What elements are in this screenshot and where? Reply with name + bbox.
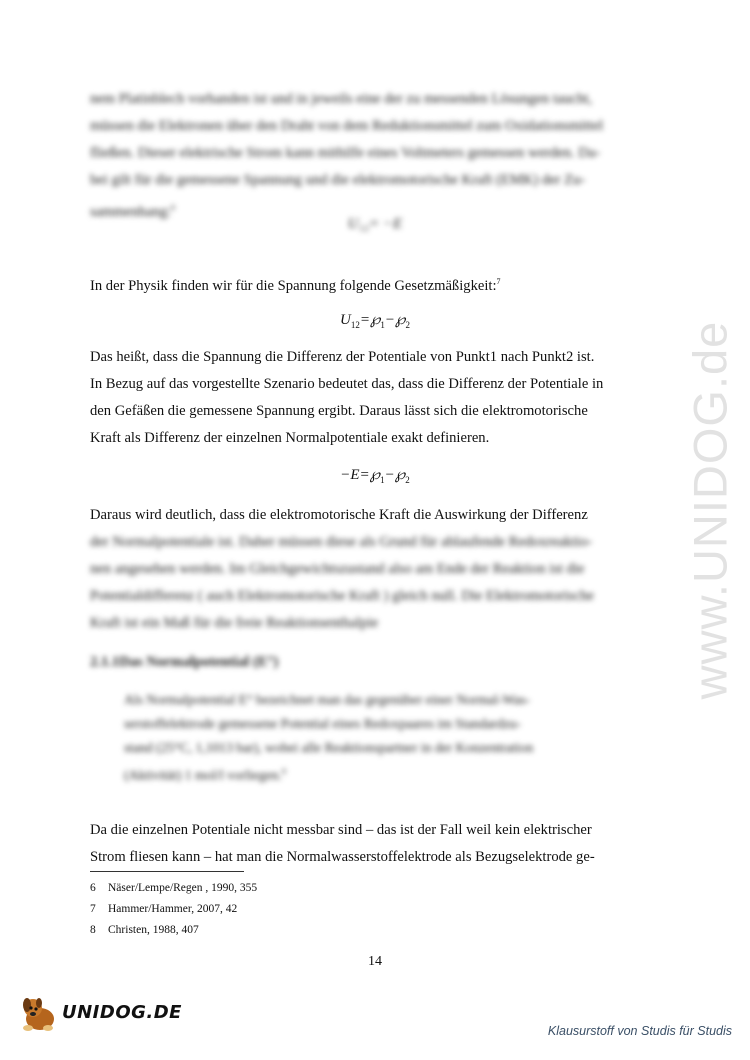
footnote-ref: 7: [496, 277, 501, 286]
page-number: 14: [368, 954, 382, 969]
intro-line: nem Platinblech vorhanden ist und in jeweils eine der zu messenden Lösungen taucht,: [90, 91, 593, 107]
footnotes: [90, 878, 257, 941]
section-heading: 2.1.1Das Normalpotential (E°): [90, 654, 279, 670]
intro-line: müssen die Elektronen über den Draht von dem Reduktionsmittel zum Oxidationsmittel: [90, 118, 604, 134]
blurred-equation: U₁₂= −E: [347, 216, 403, 232]
unidog-logo: [18, 993, 182, 1033]
explanation-paragraph: [90, 344, 628, 452]
logo-text: UNIDOG.DE: [62, 1002, 182, 1023]
intro-line: fließen. Dieser elektrische Strom kann mithilfe eines Voltmeters gemessen werden. Da-: [90, 145, 601, 161]
definition-quote: Als Normalpotential E° bezeichnet man das gegenüber einer Normal-Was- serstoffelektrode gemessene Potential eines Redoxpaares im Standardzu- stand (25°C, 1,1013 bar), wobei alle Reaktionspartner in der Konzentration (Aktivität) 1 mol/l vorliegen.$^8$: [124, 692, 534, 783]
dog-mascot-icon: [18, 993, 62, 1033]
blurred-lines: der Normalpotentiale ist. Daher müssen diese als Grund für ablaufende Redoxreaktio- nen angesehen werden. Im Gleichgewichtszustand also am Ende der Reaktion ist die Potentialdifferenz ( auch Elektromotorische Kraft ) gleich null. Die Elektromotorische Kraft ist ein Maß für die freie Reaktionsenthalpie: [90, 534, 594, 631]
conclusion-paragraph: [90, 502, 628, 637]
physics-text: In der Physik finden wir für die Spannung folgende Gesetzmäßigkeit:: [90, 277, 497, 294]
footnote-divider: [90, 871, 244, 872]
blurred-intro-paragraph: [90, 86, 628, 226]
paragraph-line: den Gefäßen die gemessene Spannung ergibt. Daraus lässt sich die elektromotorische: [90, 403, 588, 419]
footnote: 8 Christen, 1988, 407: [90, 924, 199, 936]
intro-line: sammenhang:$^6$: [90, 203, 176, 220]
physics-paragraph: [90, 268, 628, 300]
tagline: Klausurstoff von Studis für Studis: [547, 1024, 732, 1038]
paragraph-line: Das heißt, dass die Spannung die Differenz der Potentiale von Punkt1 nach Punkt2 ist.: [90, 349, 595, 365]
paragraph-line: Daraus wird deutlich, dass die elektromotorische Kraft die Auswirkung der Differenz: [90, 507, 588, 523]
paragraph-line: In Bezug auf das vorgestellte Szenario bedeutet das, dass die Differenz der Potentiale in: [90, 376, 604, 392]
paragraph-line: Da die einzelnen Potentiale nicht messbar sind – das ist der Fall weil kein elektrischer: [90, 822, 592, 838]
voltage-equation: $U_{12}=℘_1-℘_2$: [339, 312, 411, 330]
final-paragraph: [90, 817, 628, 871]
paragraph-line: Kraft als Differenz der einzelnen Normalpotentiale exakt definieren.: [90, 430, 490, 446]
paragraph-line: Strom fliesen kann – hat man die Normalwasserstoffelektrode als Bezugselektrode ge-: [90, 849, 595, 865]
watermark-text: www.UNIDOG.de: [683, 320, 737, 700]
footnote: 6 Näser/Lempe/Regen , 1990, 355: [90, 882, 258, 894]
intro-line: bei gilt für die gemessene Spannung und die elektromotorische Kraft (EMK) der Zu-: [90, 172, 586, 188]
footnote: 7 Hammer/Hammer, 2007, 42: [90, 903, 238, 915]
emk-equation: $-E=℘_1-℘_2$: [340, 467, 410, 485]
